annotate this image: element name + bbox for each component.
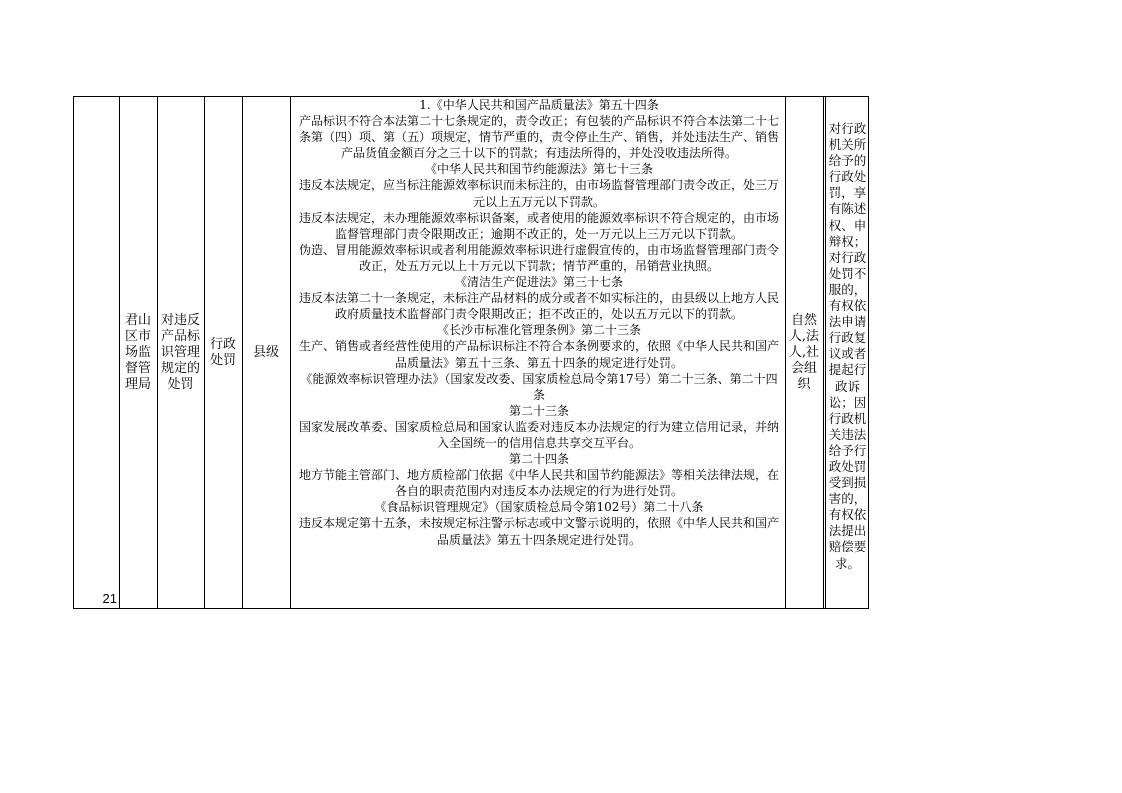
department-text: 君山 区市 场监 督管 理局	[124, 312, 151, 392]
legal-basis-text: 1.《中华人民共和国产品质量法》第五十四条 产品标识不符合本法第二十七条规定的，责令改正；有包装的产品标识不符合本法第二十七条第（四）项、第（五）项规定，情节严重的，责令停止生产、销售，并处违法生产、销售产品货值金额百分之三十以下的罚款；有违法所得的，并处没收违法所得。 《中华人民共和国节约能源法》第七十三条 违反本法规定，应当标注能源效率标识而未标注的，由市场监督管理部门责令改正，处三万元以上五万元以下罚款。 违反本法规定，未办理能源效率标识备案，或者使用的能源效率标识不符合规定的，由市场监督管理部门责令限期改正；逾期不改正的，处一万元以上三万元以下罚款。 伪造、冒用能源效率标识或者利用能源效率标识进行虚假宣传的，由市场监督管理部门责令改正，处五万元以上十万元以下罚款；情节严重的，吊销营业执照。 《清洁生产促进法》第三十七条 违反本法第二十一条规定，未标注产品材料的成分或者不如实标注的，由县级以上地方人民政府质量技术监督部门责令限期改正；拒不改正的，处以五万元以下的罚款。 《长沙市标准化管理条例》第二十三条 生产、销售或者经营性使用的产品标识标注不符合本条例要求的，依照《中华人民共和国产品质量法》第五十三条、第五十四条的规定进行处罚。 《能源效率标识管理办法》（国家发改委、国家质检总局令第17号）第二十三条、第二十四条 第二十三条 国家发展改革委、国家质检总局和国家认监委对违反本办法规定的行为建立信用记录，并纳入全国统一的信用信息共享交互平台。 第二十四条 地方节能主管部门、地方质检部门依据《中华人民共和国节约能源法》等相关法律法规，在各自的职责范围内对违反本办法规定的行为进行处罚。 《食品标识管理规定》（国家质检总局令第102号）第二十八条 违反本规定第十五条，未按规定标注警示标志或中文警示说明的，依照《中华人民共和国产品质量法》第五十四条规定进行处罚。	[298, 98, 779, 547]
category-text: 行政 处罚	[209, 336, 236, 368]
item-name-cell	[157, 97, 204, 608]
penalty-table	[73, 96, 869, 609]
category-cell	[204, 97, 242, 608]
column-divider	[290, 97, 291, 608]
department-cell	[119, 97, 157, 608]
level-text: 县级	[252, 344, 279, 360]
item-name-text: 对违反 产品标 识管理 规定的 处罚	[160, 312, 200, 392]
level-cell	[242, 97, 290, 608]
remedy-text: 对行政 机关所 给予的 行政处 罚，享 有陈述 权、申 辩权； 对行政 处罚不 服的， 有权依 法申请 行政复 议或者 提起行 政诉 讼；因 行政机 关违法 给予行 政处罚 受到损 害的， 有权依 法提出 赔偿要 求。	[828, 121, 867, 571]
row-number: 21	[102, 591, 117, 606]
target-text: 自然 人,法 人,社 会组 织	[788, 312, 820, 392]
target-cell	[785, 97, 823, 608]
column-divider	[823, 97, 824, 608]
